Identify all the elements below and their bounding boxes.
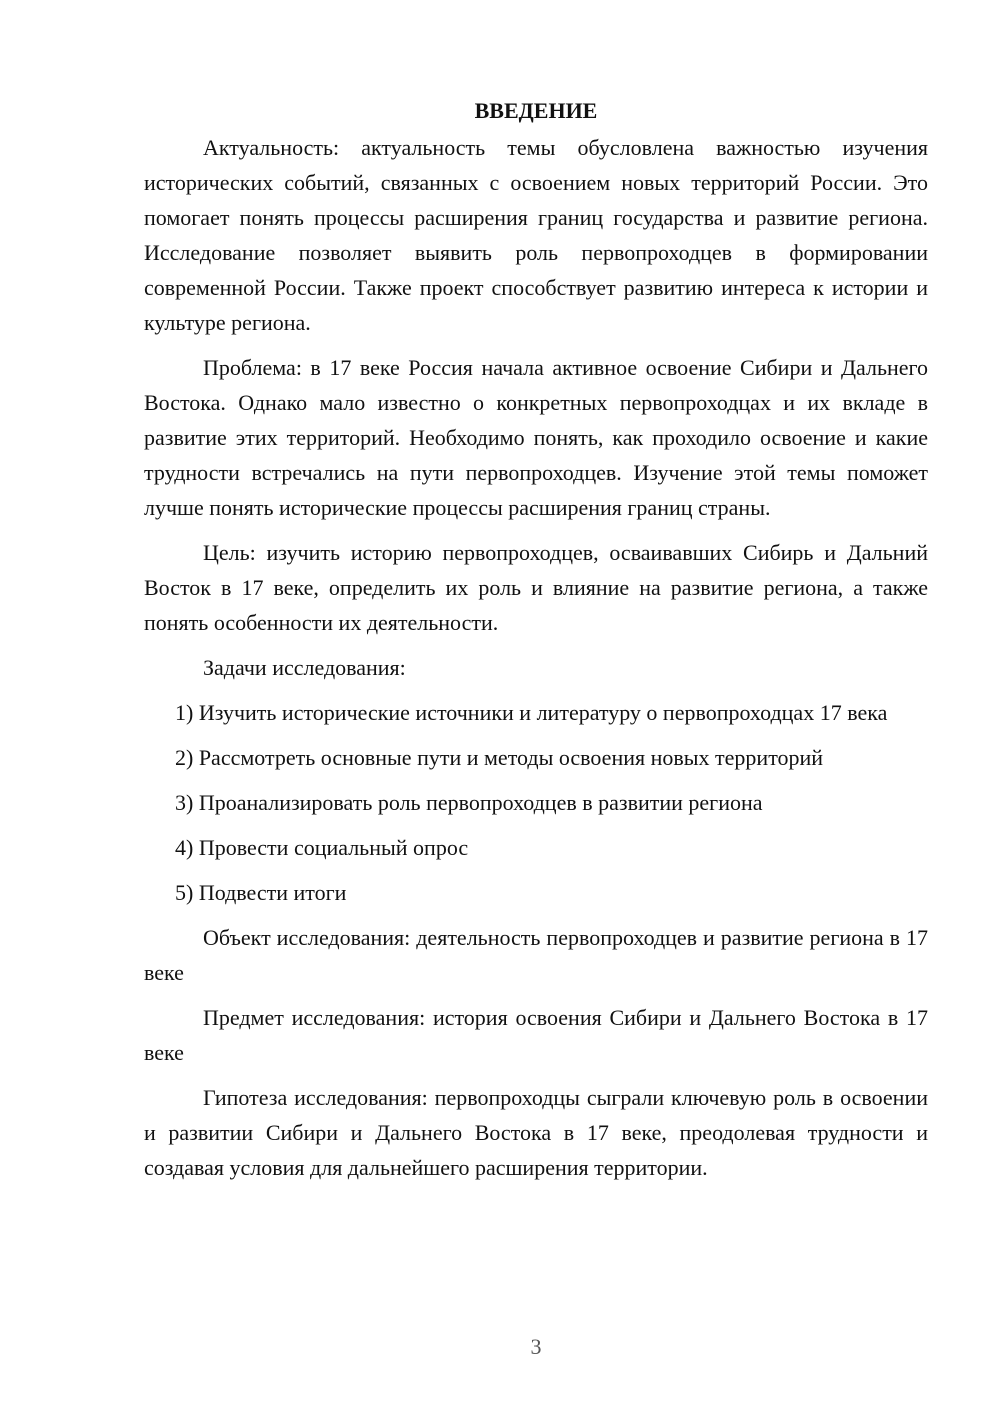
paragraph-problem: Проблема: в 17 веке Россия начала активное освоение Сибири и Дальнего Востока. Однако мало известно о конкретных первопроходцах и их вкладе в развитие этих территорий. Необходимо понять, как проходило освоение и какие трудности встречались на пути первопроходцев. Изучение этой темы поможет лучше понять исторические процессы расширения границ страны.: [144, 355, 928, 520]
tasks-heading: Задачи исследования:: [203, 655, 406, 680]
tasks-list: [144, 695, 928, 910]
page-title: ВВЕДЕНИЕ: [474, 98, 598, 123]
paragraph-subject: Предмет исследования: история освоения Сибири и Дальнего Востока в 17 веке: [144, 1005, 928, 1065]
task-item-1: 1) Изучить исторические источники и литературу о первопроходцах 17 века: [175, 700, 888, 725]
paragraph-goal: Цель: изучить историю первопроходцев, осваивавших Сибирь и Дальний Восток в 17 веке, определить их роль и влияние на развитие региона, а также понять особенности их деятельности.: [144, 540, 928, 635]
paragraph-relevance: Актуальность: актуальность темы обусловлена важностью изучения исторических событий, связанных с освоением новых территорий России. Это помогает понять процессы расширения границ государства и развитие региона. Исследование позволяет выявить роль первопроходцев в формировании современной России. Также проект способствует развитию интереса к истории и культуре региона.: [144, 135, 928, 335]
page-content: [144, 96, 928, 1195]
task-item-5: 5) Подвести итоги: [175, 880, 347, 905]
task-item-2: 2) Рассмотреть основные пути и методы освоения новых территорий: [175, 745, 824, 770]
page-number: 3: [530, 1334, 542, 1359]
paragraph-hypothesis: Гипотеза исследования: первопроходцы сыграли ключевую роль в освоении и развитии Сибири и Дальнего Востока в 17 веке, преодолевая трудности и создавая условия для дальнейшего расширения территории.: [144, 1085, 928, 1180]
paragraph-object: Объект исследования: деятельность первопроходцев и развитие региона в 17 веке: [144, 925, 928, 985]
task-item-3: 3) Проанализировать роль первопроходцев в развитии региона: [175, 790, 763, 815]
task-item-4: 4) Провести социальный опрос: [175, 835, 469, 860]
